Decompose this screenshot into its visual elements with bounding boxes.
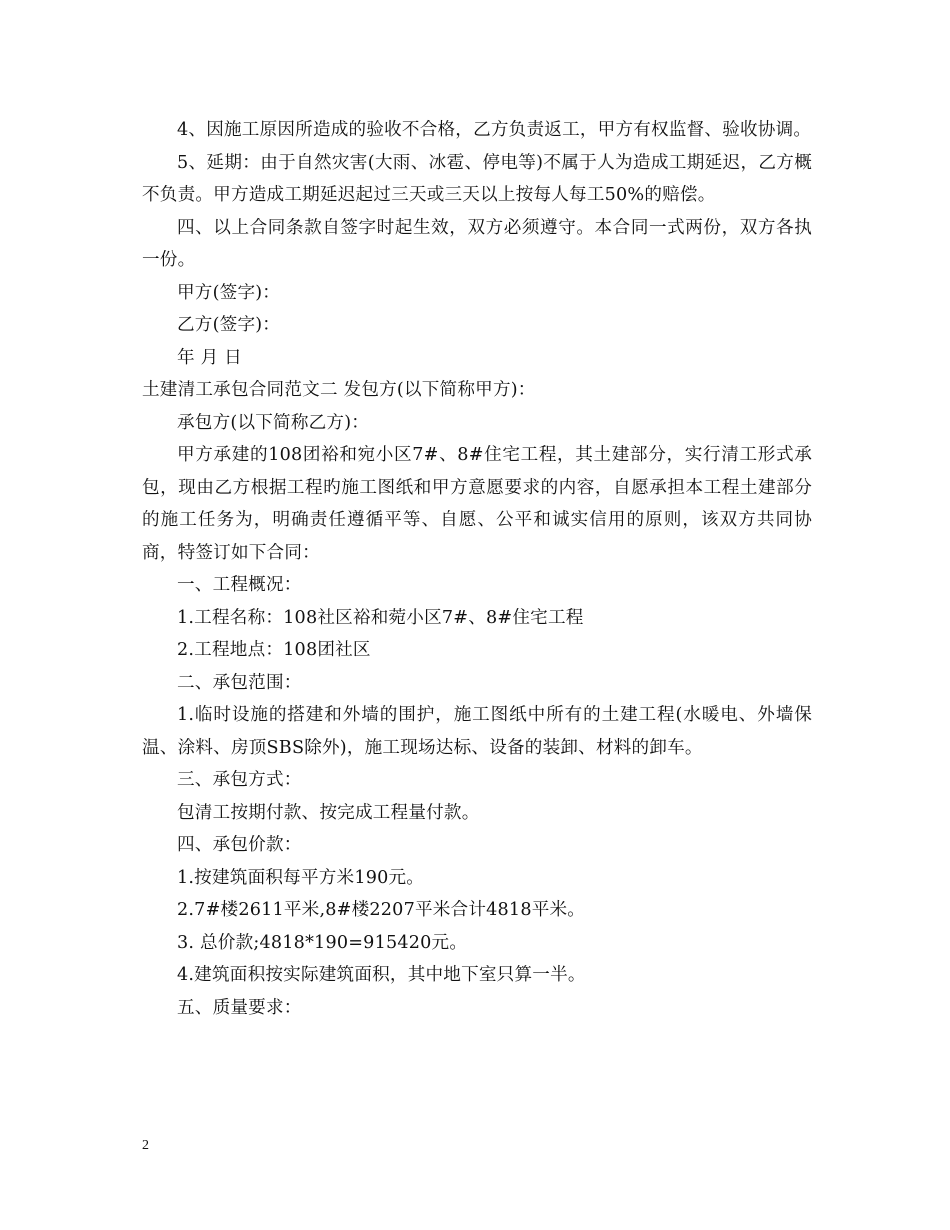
paragraph-section-4-effective: 四、以上合同条款自签字时起生效，双方必须遵守。本合同一式两份，双方各执一份。: [142, 217, 812, 270]
section-4-heading: 四、承包价款：: [177, 835, 302, 855]
section-2-heading: 二、承包范围：: [177, 672, 302, 693]
date-line: 年 月 日: [177, 347, 242, 368]
paragraph-item-5-delay: 5、延期：由于自然灾害(大雨、冰雹、停电等)不属于人为造成工期延迟，乙方概不负责。甲方造成工期延迟起过三天或三天以上按每人每工50%的赔偿。: [142, 152, 812, 205]
price-item-3: 3. 总价款;4818*190=915420元。: [177, 932, 468, 953]
price-item-1: 1.按建筑面积每平方米190元。: [177, 867, 425, 888]
section-5-heading: 五、质量要求：: [177, 997, 302, 1018]
payment-method-line: 包清工按期付款、按完成工程量付款。: [177, 802, 480, 823]
contract-two-heading: 土建清工承包合同范文二 发包方(以下简称甲方)：: [142, 380, 536, 400]
price-item-2: 2.7#楼2611平米,8#楼2207平米合计4818平米。: [177, 900, 586, 920]
document-body: [142, 114, 812, 1024]
section-1-heading: 一、工程概况：: [177, 575, 302, 595]
price-item-4: 4.建筑面积按实际建筑面积，其中地下室只算一半。: [177, 965, 586, 985]
intro-paragraph: 甲方承建的108团裕和宛小区7#、8#住宅工程，其土建部分，实行清工形式承包，现由乙方根据工程旳施工图纸和甲方意愿要求的内容，自愿承担本工程土建部分的施工任务为，明确责任遵循平等、自愿、公平和诚实信用的原则，该双方共同协商，特签订如下合同：: [142, 445, 812, 563]
contractor-line: 承包方(以下简称乙方)：: [177, 412, 370, 433]
project-location-line: 2.工程地点：108团社区: [177, 640, 371, 660]
section-3-heading: 三、承包方式：: [177, 770, 302, 790]
page-number: 2: [142, 1138, 149, 1153]
party-a-signature-line: 甲方(签字)：: [177, 282, 281, 303]
project-name-line: 1.工程名称：108社区裕和菀小区7#、8#住宅工程: [177, 607, 584, 628]
party-b-signature-line: 乙方(签字)：: [177, 315, 281, 335]
paragraph-item-4-acceptance: 4、因施工原因所造成的验收不合格，乙方负责返工，甲方有权监督、验收协调。: [177, 120, 812, 140]
scope-item-1: 1.临时设施的搭建和外墙的围护，施工图纸中所有的土建工程(水暖电、外墙保温、涂料、房顶SBS除外)，施工现场达标、设备的装卸、材料的卸车。: [142, 705, 812, 758]
